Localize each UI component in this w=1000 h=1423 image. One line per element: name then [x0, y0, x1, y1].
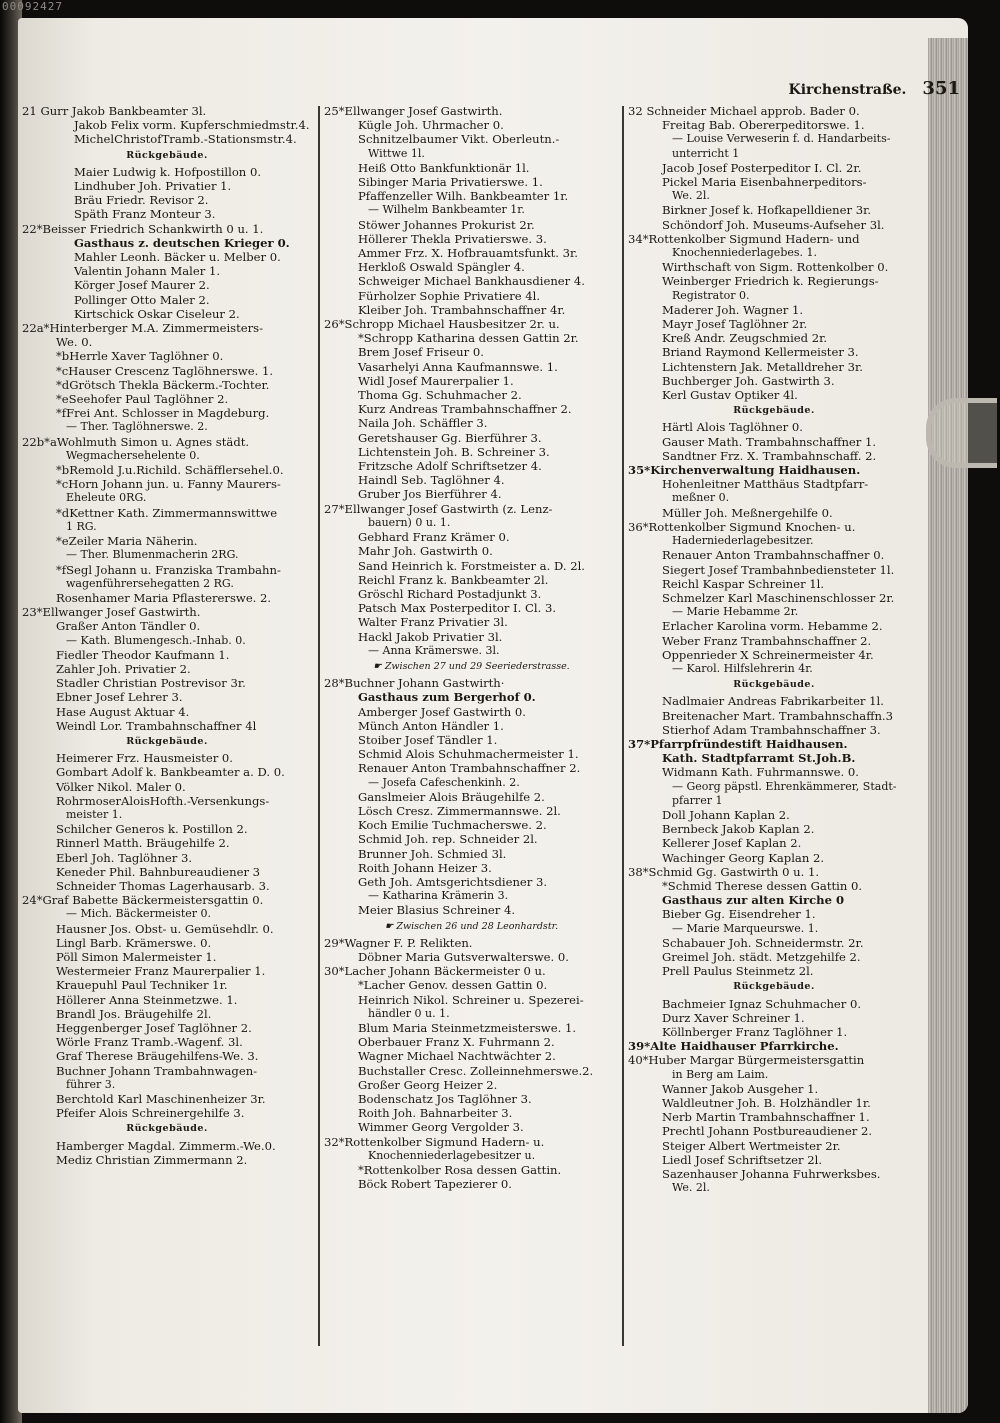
directory-entry: Widmann Kath. Fuhrmannswe. 0.	[662, 765, 859, 780]
directory-entry: Nerb Martin Trambahnschaffner 1.	[662, 1110, 870, 1125]
section-heading: Rückgebäude.	[126, 1123, 208, 1135]
directory-entry: Oberbauer Franz X. Fuhrmann 2.	[358, 1035, 555, 1050]
directory-entry: Mahr Joh. Gastwirth 0.	[358, 544, 493, 559]
directory-entry: RohrmoserAloisHofth.-Versenkungs-	[56, 793, 270, 808]
section-heading: Rückgebäude.	[126, 149, 208, 161]
directory-entry: Kath. Stadtpfarramt St.Joh.B.	[662, 751, 856, 766]
directory-entry: Pollinger Otto Maler 2.	[74, 292, 210, 307]
directory-entry: Nadlmaier Andreas Fabrikarbeiter 1l.	[662, 694, 884, 709]
directory-entry: *bHerrle Xaver Taglöhner 0.	[56, 349, 224, 364]
directory-entry: — Karol. Hilfslehrerin 4r.	[672, 661, 813, 675]
directory-column-2	[324, 104, 619, 1191]
directory-entry: Schweiger Michael Bankhausdiener 4.	[358, 274, 585, 289]
directory-entry: 40*Huber Margar Bürgermeistersgattin	[628, 1053, 865, 1068]
directory-entry: Sazenhauser Johanna Fuhrwerksbes.	[662, 1167, 881, 1182]
directory-entry: Sandtner Frz. X. Trambahnschaff. 2.	[662, 448, 877, 463]
directory-entry: Stöwer Johannes Prokurist 2r.	[358, 217, 535, 232]
directory-entry: Berchtold Karl Maschinenheizer 3r.	[56, 1092, 266, 1107]
directory-entry: Müller Joh. Meßnergehilfe 0.	[662, 505, 833, 520]
directory-entry: Lichtenstern Jak. Metalldreher 3r.	[662, 359, 863, 374]
directory-entry: 27*Ellwanger Josef Gastwirth (z. Lenz-	[324, 501, 553, 516]
directory-entry: Registrator 0.	[672, 288, 750, 302]
directory-entry: Stierhof Adam Trambahnschaffner 3.	[662, 722, 881, 737]
directory-entry: *Rottenkolber Rosa dessen Gattin.	[358, 1163, 562, 1178]
directory-entry: Bachmeier Ignaz Schuhmacher 0.	[662, 996, 862, 1011]
directory-entry: meister 1.	[66, 807, 123, 821]
directory-entry: bauern) 0 u. 1.	[368, 515, 451, 529]
directory-entry: Wittwe 1l.	[368, 146, 425, 160]
directory-entry: Stoiber Josef Tändler 1.	[358, 732, 498, 747]
directory-entry: Lingl Barb. Krämerswe. 0.	[56, 935, 212, 950]
directory-entry: Wimmer Georg Vergolder 3.	[358, 1120, 524, 1135]
directory-entry: Knochenniederlagebes. 1.	[672, 246, 817, 260]
directory-entry: Walter Franz Privatier 3l.	[358, 615, 508, 630]
directory-entry: Wegmachersehelente 0.	[66, 448, 200, 462]
directory-entry: Briand Raymond Kellermeister 3.	[662, 345, 859, 360]
directory-entry: Lösch Cresz. Zimmermannswe. 2l.	[358, 803, 561, 818]
directory-entry: meßner 0.	[672, 491, 730, 505]
directory-entry: 22a*Hinterberger M.A. Zimmermeisters-	[22, 321, 264, 336]
directory-entry: Heimerer Frz. Hausmeister 0.	[56, 751, 233, 766]
directory-entry: Eheleute 0RG.	[66, 491, 147, 505]
directory-entry: Hamberger Magdal. Zimmerm.-We.0.	[56, 1138, 276, 1153]
directory-entry: Höllerer Thekla Privatierswe. 3.	[358, 231, 547, 246]
directory-entry: Vasarhelyi Anna Kaufmannswe. 1.	[358, 359, 558, 374]
directory-entry: Hausner Jos. Obst- u. Gemüsehdlr. 0.	[56, 921, 274, 936]
directory-entry: Sand Heinrich k. Forstmeister a. D. 2l.	[358, 558, 585, 573]
directory-entry: Geth Joh. Amtsgerichtsdiener 3.	[358, 874, 548, 889]
directory-entry: Amberger Josef Gastwirth 0.	[358, 704, 526, 719]
directory-entry: 23*Ellwanger Josef Gastwirth.	[22, 605, 201, 620]
directory-entry: Heggenberger Josef Taglöhner 2.	[56, 1021, 252, 1035]
directory-entry: Schabauer Joh. Schneidermstr. 2r.	[662, 935, 864, 950]
directory-entry: Gebhard Franz Krämer 0.	[358, 530, 510, 545]
directory-entry: 29*Wagner F. P. Relikten.	[324, 935, 473, 950]
column-divider	[318, 106, 320, 1346]
directory-entry: Mahler Leonh. Bäcker u. Melber 0.	[74, 250, 281, 265]
page-number: 351	[922, 78, 960, 99]
directory-entry: Wörle Franz Tramb.-Wagenf. 3l.	[56, 1035, 243, 1050]
directory-entry: Wagner Michael Nachtwächter 2.	[358, 1049, 556, 1064]
directory-entry: Prell Paulus Steinmetz 2l.	[662, 964, 814, 979]
directory-column-1	[22, 104, 312, 1167]
directory-entry: 39*Alte Haidhauser Pfarrkirche.	[628, 1039, 839, 1054]
directory-entry: Buchberger Joh. Gastwirth 3.	[662, 373, 835, 388]
section-heading: Rückgebäude.	[733, 679, 815, 691]
directory-entry: Siegert Josef Trambahnbediensteter 1l.	[662, 562, 895, 577]
cross-street-note: ☛ Zwischen 26 und 28 Leonhardstr.	[384, 920, 559, 932]
directory-entry: Westermeier Franz Maurerpalier 1.	[56, 964, 266, 979]
directory-entry: Rosenhamer Maria Pflastererswe. 2.	[56, 590, 272, 605]
directory-entry: Breitenacher Mart. Trambahnschaffn.3	[662, 708, 893, 723]
directory-entry: Keneder Phil. Bahnbureaudiener 3	[56, 864, 261, 879]
directory-entry: — Georg päpstl. Ehrenkämmerer, Stadt-	[672, 779, 897, 793]
directory-entry: Wachinger Georg Kaplan 2.	[662, 850, 825, 865]
directory-entry: Doll Johann Kaplan 2.	[662, 807, 790, 822]
directory-entry: Fürholzer Sophie Privatiere 4l.	[358, 288, 541, 303]
page-header	[790, 78, 960, 104]
directory-entry: Maderer Joh. Wagner 1.	[662, 302, 804, 317]
directory-entry: 32*Rottenkolber Sigmund Hadern- u.	[324, 1134, 545, 1149]
directory-entry: Schilcher Generos k. Postillon 2.	[56, 822, 248, 837]
directory-entry: 22b*aWohlmuth Simon u. Agnes städt.	[22, 434, 250, 449]
directory-entry: Bräu Friedr. Revisor 2.	[74, 193, 209, 208]
section-heading: Rückgebäude.	[733, 405, 815, 417]
directory-entry: Hackl Jakob Privatier 3l.	[358, 629, 503, 644]
directory-entry: *eSeehofer Paul Taglöhner 2.	[56, 392, 229, 407]
directory-entry: Graf Therese Bräugehilfens-We. 3.	[56, 1049, 259, 1064]
directory-entry: Oppenrieder X Schreinermeister 4r.	[662, 647, 874, 662]
directory-entry: Erlacher Karolina vorm. Hebamme 2.	[662, 619, 883, 634]
directory-entry: We. 2l.	[672, 189, 710, 203]
directory-entry: Gruber Jos Bierführer 4.	[358, 487, 502, 502]
directory-entry: Mayr Josef Taglöhner 2r.	[662, 317, 808, 332]
directory-entry: Lichtenstein Joh. B. Schreiner 3.	[358, 444, 550, 459]
directory-entry: — Josefa Cafeschenkinh. 2.	[368, 775, 520, 789]
directory-entry: Späth Franz Monteur 3.	[74, 207, 216, 222]
directory-entry: — Louise Verweserin f. d. Handarbeits-	[672, 132, 891, 146]
directory-entry: Fiedler Theodor Kaufmann 1.	[56, 647, 230, 662]
directory-entry: Greimel Joh. städt. Metzgehilfe 2.	[662, 949, 861, 964]
directory-entry: Koch Emilie Tuchmacherswe. 2.	[358, 818, 547, 833]
directory-entry: Birkner Josef k. Hofkapelldiener 3r.	[662, 203, 872, 218]
directory-entry: Schmelzer Karl Maschinenschlosser 2r.	[662, 590, 895, 605]
directory-entry: 21 Gurr Jakob Bankbeamter 3l.	[22, 104, 207, 118]
directory-entry: *fFrei Ant. Schlosser in Magdeburg.	[56, 406, 270, 421]
directory-entry: Liedl Josef Schriftsetzer 2l.	[662, 1152, 823, 1167]
directory-entry: 38*Schmid Gg. Gastwirth 0 u. 1.	[628, 864, 820, 879]
directory-entry: Ebner Josef Lehrer 3.	[56, 690, 183, 705]
directory-entry: *Schmid Therese dessen Gattin 0.	[662, 878, 863, 893]
directory-entry: Kirtschick Oskar Ciseleur 2.	[74, 306, 240, 321]
directory-entry: Großer Georg Heizer 2.	[358, 1077, 498, 1092]
directory-entry: Bodenschatz Jos Taglöhner 3.	[358, 1092, 532, 1107]
directory-entry: händler 0 u. 1.	[368, 1006, 450, 1020]
directory-entry: *fSegl Johann u. Franziska Trambahn-	[56, 562, 281, 577]
directory-entry: Buchstaller Cresc. Zolleinnehmerswe.2.	[358, 1063, 594, 1078]
directory-entry: *cHorn Johann jun. u. Fanny Maurers-	[56, 477, 281, 492]
directory-entry: Naila Joh. Schäffler 3.	[358, 416, 488, 431]
directory-entry: 32 Schneider Michael approb. Bader 0.	[628, 104, 860, 118]
directory-entry: Blum Maria Steinmetzmeisterswe. 1.	[358, 1021, 577, 1035]
directory-entry: wagenführersehegatten 2 RG.	[66, 576, 234, 590]
directory-entry: Weindl Lor. Trambahnschaffner 4l	[56, 718, 257, 733]
directory-entry: Pfaffenzeller Wilh. Bankbeamter 1r.	[358, 189, 569, 204]
directory-entry: Schneider Thomas Lagerhausarb. 3.	[56, 878, 270, 893]
directory-entry: Geretshauser Gg. Bierführer 3.	[358, 430, 542, 445]
directory-entry: Thoma Gg. Schuhmacher 2.	[358, 388, 522, 403]
directory-entry: *Schropp Katharina dessen Gattin 2r.	[358, 331, 579, 346]
directory-entry: Körger Josef Maurer 2.	[74, 278, 210, 293]
directory-entry: *cHauser Crescenz Taglöhnerswe. 1.	[56, 363, 274, 378]
directory-entry: Stadler Christian Postrevisor 3r.	[56, 676, 246, 691]
directory-entry: 34*Rottenkolber Sigmund Hadern- und	[628, 231, 860, 246]
directory-entry: Jacob Josef Posterpeditor I. Cl. 2r.	[662, 160, 862, 175]
directory-entry: Widl Josef Maurerpalier 1.	[358, 373, 514, 388]
directory-entry: Wanner Jakob Ausgeher 1.	[662, 1081, 819, 1096]
directory-column-3	[628, 104, 920, 1195]
directory-entry: Hohenleitner Matthäus Stadtpfarr-	[662, 477, 869, 492]
directory-entry: Renauer Anton Trambahnschaffner 2.	[358, 761, 581, 776]
directory-entry: Reichl Franz k. Bankbeamter 2l.	[358, 572, 549, 587]
directory-entry: Brunner Joh. Schmied 3l.	[358, 846, 507, 861]
directory-entry: MichelChristofTramb.-Stationsmstr.4.	[74, 132, 297, 147]
directory-entry: Steiger Albert Wertmeister 2r.	[662, 1138, 841, 1153]
directory-entry: Weber Franz Trambahnschaffner 2.	[662, 633, 872, 648]
directory-entry: Schmid Joh. rep. Schneider 2l.	[358, 832, 538, 847]
directory-entry: Kellerer Josef Kaplan 2.	[662, 836, 802, 851]
directory-entry: unterricht 1	[672, 146, 740, 160]
section-heading: Rückgebäude.	[733, 981, 815, 993]
directory-entry: 22*Beisser Friedrich Schankwirth 0 u. 1.	[22, 221, 264, 236]
directory-entry: Prechtl Johann Postbureaudiener 2.	[662, 1124, 873, 1139]
directory-entry: — Kath. Blumengesch.-Inhab. 0.	[66, 633, 246, 647]
directory-entry: pfarrer 1	[672, 793, 723, 807]
directory-entry: Eberl Joh. Taglöhner 3.	[56, 850, 193, 865]
directory-entry: Herkloß Oswald Spängler 4.	[358, 260, 525, 275]
directory-entry: Jakob Felix vorm. Kupferschmiedmstr.4.	[74, 118, 310, 133]
directory-entry: — Ther. Blumenmacherin 2RG.	[66, 548, 239, 562]
directory-entry: Lindhuber Joh. Privatier 1.	[74, 179, 232, 194]
directory-entry: Weinberger Friedrich k. Regierungs-	[662, 274, 879, 289]
directory-entry: Reichl Kaspar Schreiner 1l.	[662, 576, 825, 591]
directory-entry: 26*Schropp Michael Hausbesitzer 2r. u.	[324, 317, 560, 332]
directory-entry: Döbner Maria Gutsverwalterswe. 0.	[358, 949, 569, 964]
directory-entry: Bernbeck Jakob Kaplan 2.	[662, 822, 815, 837]
directory-entry: Brem Josef Friseur 0.	[358, 345, 484, 360]
directory-entry: Roith Joh. Bahnarbeiter 3.	[358, 1106, 513, 1121]
directory-entry: in Berg am Laim.	[672, 1067, 769, 1081]
directory-entry: Schmid Alois Schuhmachermeister 1.	[358, 747, 579, 762]
directory-entry: Mediz Christian Zimmermann 2.	[56, 1152, 248, 1167]
directory-entry: Roith Johann Heizer 3.	[358, 860, 492, 875]
directory-entry: Gasthaus z. deutschen Krieger 0.	[74, 235, 290, 250]
directory-entry: Gasthaus zur alten Kirche 0	[662, 893, 845, 908]
directory-entry: 37*Pfarrpfründestift Haidhausen.	[628, 736, 848, 751]
directory-entry: Graßer Anton Tändler 0.	[56, 619, 201, 634]
directory-entry: 25*Ellwanger Josef Gastwirth.	[324, 104, 503, 118]
directory-entry: führer 3.	[66, 1077, 116, 1091]
directory-entry: Waldleutner Joh. B. Holzhändler 1r.	[662, 1096, 871, 1111]
directory-entry: Völker Nikol. Maler 0.	[56, 779, 186, 794]
street-name: Kirchenstraße.	[788, 82, 907, 98]
directory-entry: Brandl Jos. Bräugehilfe 2l.	[56, 1006, 212, 1021]
cross-street-note: ☛ Zwischen 27 und 29 Seeriederstrasse.	[373, 660, 570, 672]
directory-entry: Freitag Bab. Obererpeditorswe. 1.	[662, 118, 865, 133]
directory-entry: 24*Graf Babette Bäckermeistersgattin 0.	[22, 893, 264, 908]
directory-entry: *bRemold J.u.Richild. Schäfflersehel.0.	[56, 463, 284, 478]
directory-entry: Kügle Joh. Uhrmacher 0.	[358, 118, 504, 133]
directory-entry: — Marie Hebamme 2r.	[672, 605, 799, 619]
section-heading: Rückgebäude.	[126, 735, 208, 747]
directory-entry: Zahler Joh. Privatier 2.	[56, 661, 191, 676]
directory-entry: Sibinger Maria Privatierswe. 1.	[358, 175, 543, 190]
directory-entry: Gasthaus zum Bergerhof 0.	[358, 690, 536, 705]
directory-entry: *dGrötsch Thekla Bäckerm.-Tochter.	[56, 377, 270, 392]
directory-entry: We. 2l.	[672, 1181, 710, 1195]
directory-entry: 36*Rottenkolber Sigmund Knochen- u.	[628, 519, 856, 534]
directory-entry: Ammer Frz. X. Hofbrauamtsfunkt. 3r.	[358, 246, 578, 261]
directory-entry: Gombart Adolf k. Bankbeamter a. D. 0.	[56, 765, 285, 780]
directory-entry: Rinnerl Matth. Bräugehilfe 2.	[56, 836, 230, 851]
reference-id: 00092427	[2, 0, 63, 13]
directory-entry: Heiß Otto Bankfunktionär 1l.	[358, 160, 530, 175]
directory-entry: Renauer Anton Trambahnschaffner 0.	[662, 548, 885, 563]
directory-entry: Haindl Seb. Taglöhner 4.	[358, 473, 505, 488]
directory-entry: Buchner Johann Trambahnwagen-	[56, 1063, 258, 1078]
directory-entry: Kurz Andreas Trambahnschaffner 2.	[358, 402, 572, 417]
directory-entry: — Anna Krämerswe. 3l.	[368, 643, 500, 657]
directory-entry: — Mich. Bäckermeister 0.	[66, 907, 212, 921]
directory-entry: 1 RG.	[66, 519, 97, 533]
directory-entry: Härtl Alois Taglöhner 0.	[662, 420, 803, 435]
directory-entry: Pickel Maria Eisenbahnerpeditors-	[662, 175, 867, 190]
directory-entry: Haderniederlagebesitzer.	[672, 534, 814, 548]
directory-entry: Köllnberger Franz Taglöhner 1.	[662, 1025, 848, 1039]
directory-entry: Patsch Max Posterpeditor I. Cl. 3.	[358, 601, 557, 616]
directory-entry: Gröschl Richard Postadjunkt 3.	[358, 586, 542, 601]
directory-entry: Kreß Andr. Zeugschmied 2r.	[662, 331, 828, 346]
directory-entry: 28*Buchner Johann Gastwirth·	[324, 676, 505, 691]
directory-entry: Böck Robert Tapezierer 0.	[358, 1177, 512, 1192]
directory-entry: Bieber Gg. Eisendreher 1.	[662, 907, 816, 922]
column-divider	[622, 106, 624, 1346]
directory-entry: Pfeifer Alois Schreinergehilfe 3.	[56, 1106, 245, 1121]
directory-entry: Fritzsche Adolf Schriftsetzer 4.	[358, 459, 542, 474]
directory-entry: 30*Lacher Johann Bäckermeister 0 u.	[324, 964, 546, 979]
directory-entry: — Ther. Taglöhnerswe. 2.	[66, 420, 208, 434]
directory-entry: We. 0.	[56, 335, 93, 350]
directory-entry: Meier Blasius Schreiner 4.	[358, 903, 516, 918]
directory-entry: 35*Kirchenverwaltung Haidhausen.	[628, 463, 861, 478]
directory-entry: — Wilhelm Bankbeamter 1r.	[368, 203, 525, 217]
directory-entry: *Lacher Genov. dessen Gattin 0.	[358, 978, 548, 993]
directory-entry: Höllerer Anna Steinmetzwe. 1.	[56, 992, 238, 1007]
directory-entry: Valentin Johann Maler 1.	[74, 264, 221, 279]
directory-entry: Knochenniederlagebesitzer u.	[368, 1148, 536, 1162]
directory-entry: Krauepuhl Paul Techniker 1r.	[56, 978, 228, 993]
directory-entry: Schnitzelbaumer Vikt. Oberleutn.-	[358, 132, 560, 147]
page-clip	[926, 398, 997, 468]
directory-entry: — Katharina Krämerin 3.	[368, 889, 509, 903]
directory-entry: Hase August Aktuar 4.	[56, 704, 190, 719]
directory-entry: Heinrich Nikol. Schreiner u. Spezerei-	[358, 992, 584, 1007]
directory-entry: Wirthschaft von Sigm. Rottenkolber 0.	[662, 260, 889, 275]
directory-entry: Schöndorf Joh. Museums-Aufseher 3l.	[662, 217, 885, 232]
directory-entry: Pöll Simon Malermeister 1.	[56, 949, 217, 964]
directory-entry: Kerl Gustav Optiker 4l.	[662, 388, 798, 403]
directory-entry: Münch Anton Händler 1.	[358, 718, 504, 733]
directory-entry: Kleiber Joh. Trambahnschaffner 4r.	[358, 302, 566, 317]
page-edges	[928, 38, 968, 1413]
directory-entry: — Marie Marqueurswe. 1.	[672, 921, 819, 935]
directory-entry: Maier Ludwig k. Hofpostillon 0.	[74, 164, 262, 179]
directory-entry: *eZeiler Maria Näherin.	[56, 534, 198, 549]
directory-entry: *dKettner Kath. Zimmermannswittwe	[56, 505, 278, 520]
directory-entry: Gauser Math. Trambahnschaffner 1.	[662, 434, 877, 449]
directory-entry: Ganslmeier Alois Bräugehilfe 2.	[358, 789, 545, 804]
directory-entry: Durz Xaver Schreiner 1.	[662, 1010, 805, 1025]
